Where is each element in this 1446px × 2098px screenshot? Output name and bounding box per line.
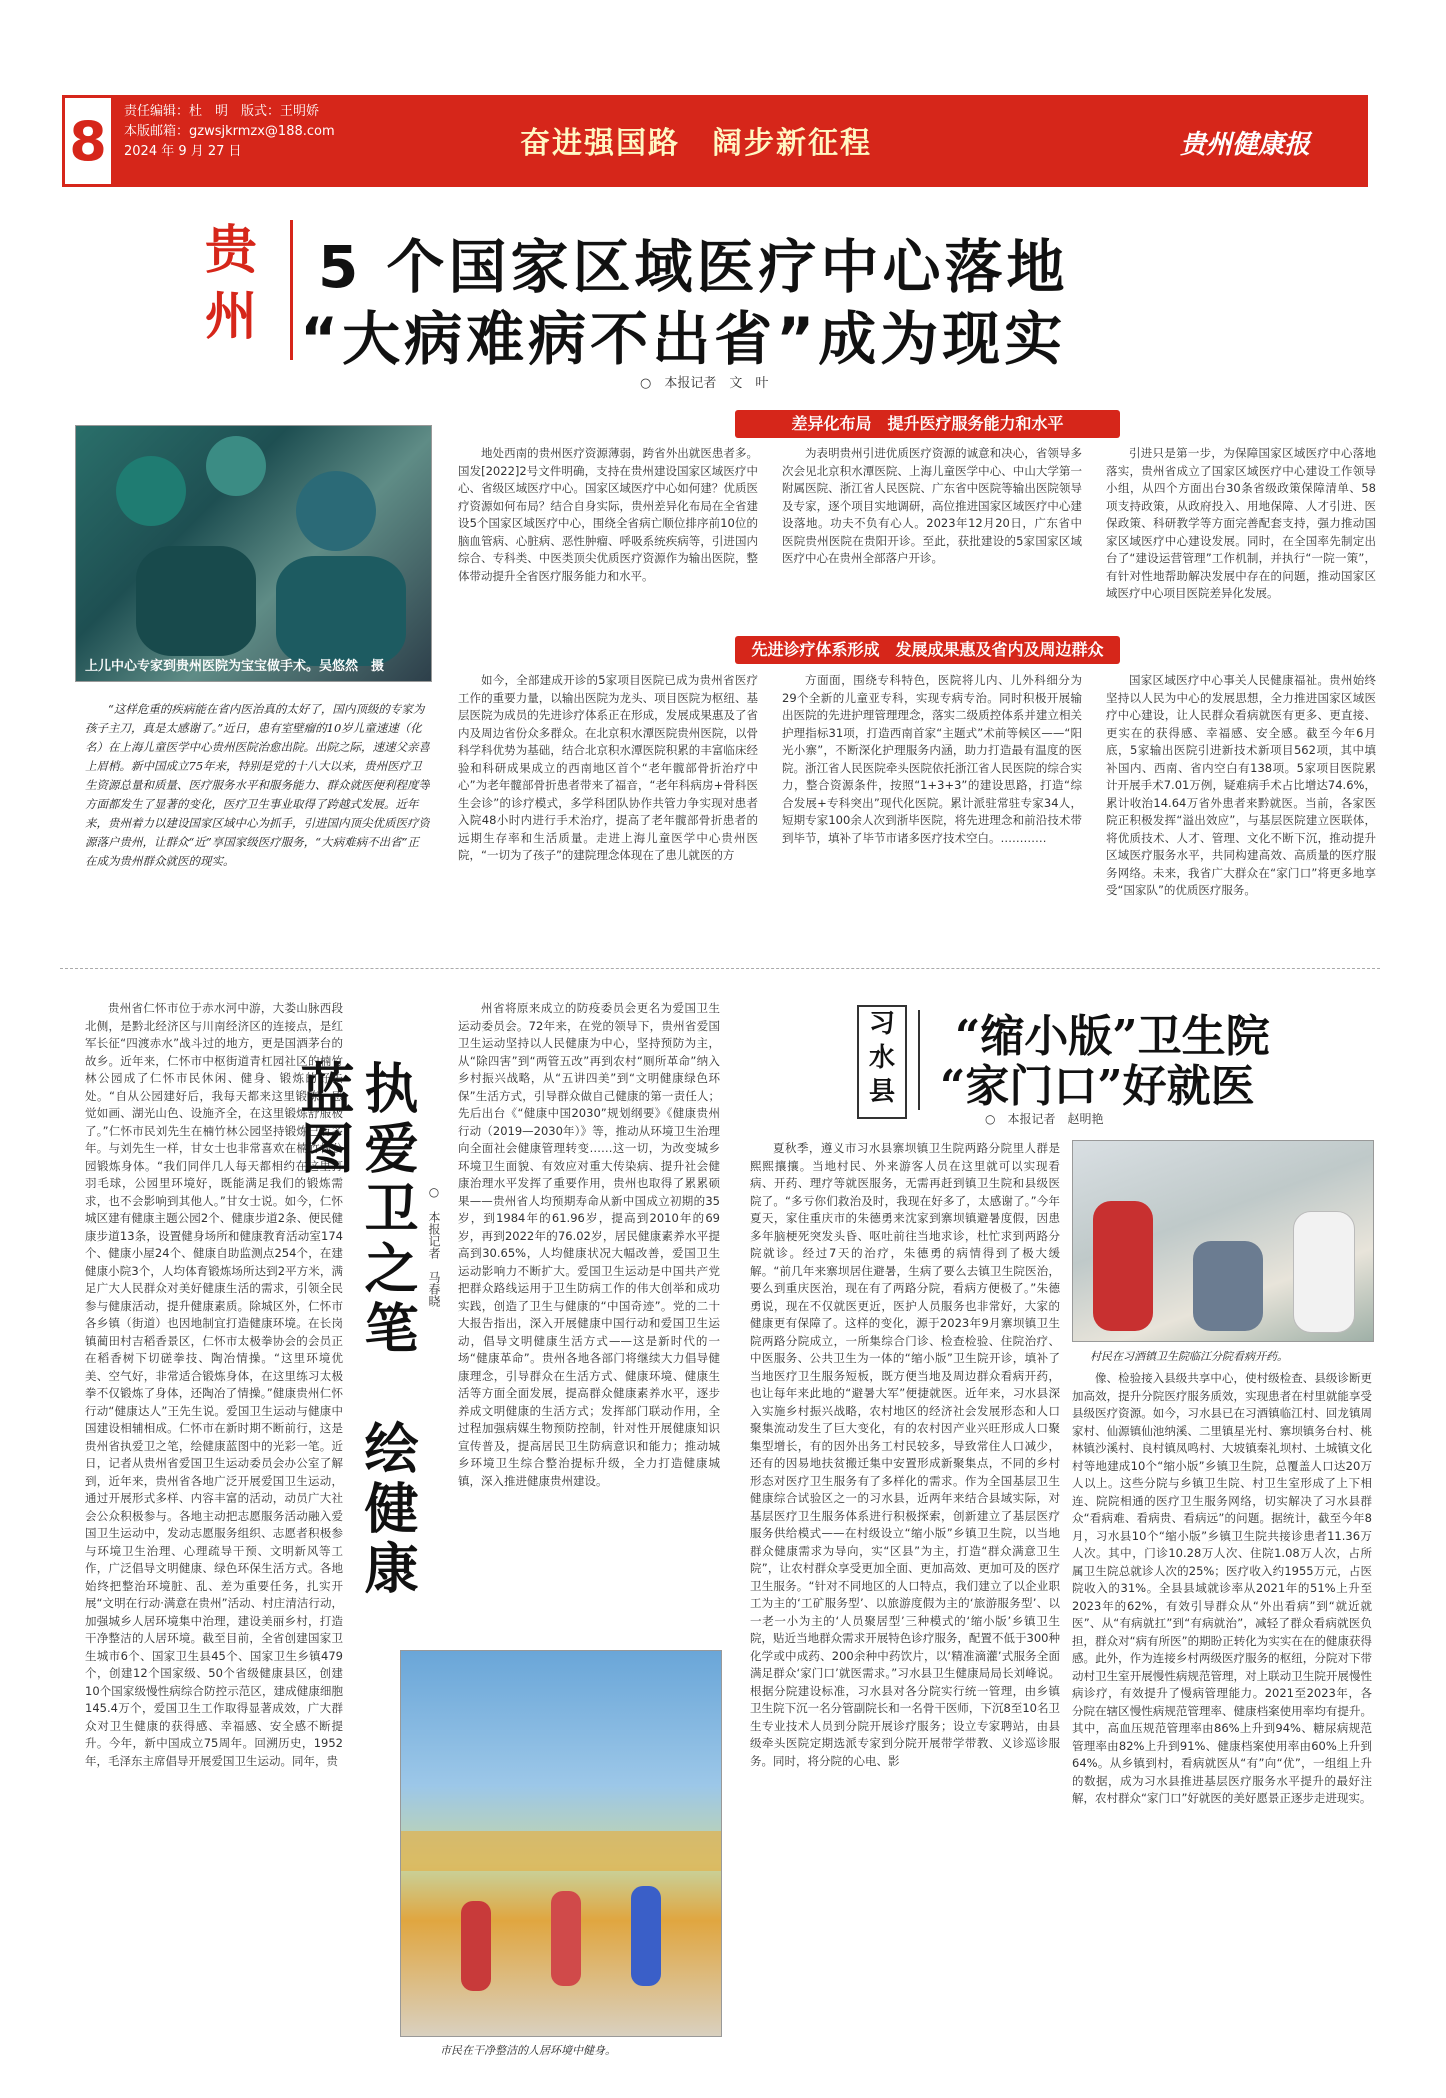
article2-title: 执爱卫之笔 绘健康蓝图 (292, 1060, 420, 1600)
article2-column-b (458, 1000, 720, 1640)
editor-info (124, 102, 335, 162)
article3-title-line2: “家门口”好就医 (940, 1061, 1255, 1112)
article1-column-e-text: 方面面，围绕专科特色，医院将儿内、儿外科细分为29个全新的儿童亚专科，实现专病专治。同时积极开展输出医院的先进护理管理理念，落实二级质控体系并建立相关护理指标31项，打造西南首家“主题式”术前等候区——“阳光小寨”，不断深化护理服务内涵，助力打造最有温度的医院。浙江省人民医院牵头医院依托浙江省人民医院的综合实力，整合资源条件，按照“1+3+3”的建设思路，打造“综合发展+专科突出”现代化医院。累计派驻常驻专家34人，短期专家100余人次到浙毕医院，将先进理念和前沿技术带到毕节，填补了毕节市诸多医疗技术空白。………… (782, 673, 1082, 845)
article3-column-a (750, 1140, 1060, 2090)
article1-column-f (1106, 672, 1376, 957)
article3-region: 习水县 (857, 1005, 907, 1119)
article2-column-b-text: 州省将原来成立的防疫委员会更名为爱国卫生运动委员会。72年来，在党的领导下，贵州省爱国卫生运动坚持以人民健康为中心，坚持预防为主，从“除四害”到“两管五改”再到农村“厕所革命”纳入乡村振兴战略，从“五讲四美”到“文明健康绿色环保”生活方式，引导群众做自己健康的第一责任人；先后出台《“健康中国2030”规划纲要》《健康贵州行动（2019—2030年）》等，推动从环境卫生治理向全面社会健康管理转变……这一切，为改变城乡环境卫生面貌、有效应对重大传染病、提升社会健康治理水平发挥了重要作用，贵州也取得了累累硕果——贵州省人均预期寿命从新中国成立初期的35岁，到1984年的61.96岁，提高到2010年的69岁，再到2022年的76.02岁，居民健康素养水平提高到30.65%，人均健康状况大幅改善，爱国卫生运动影响力不断扩大。爱国卫生运动是中国共产党把群众路线运用于卫生防病工作的伟大创举和成功实践，创造了卫生与健康的“中国奇迹”。党的二十大报告指出，深入开展健康中国行动和爱国卫生运动，倡导文明健康生活方式——这是新时代的一场“健康革命”。贵州各地各部门将继续大力倡导健康理念，引导群众在生活方式、健康环境、健康生活等方面全面发展，提高群众健康素养水平，逐步养成文明健康的生活方式；发挥部门联动作用，全过程加强病媒生物预防控制，针对性开展健康知识宣传普及，提高居民卫生防病意识和能力；推动城乡环境卫生综合整治提标升级，全力打造健康城镇，深入推进健康贵州建设。 (458, 1001, 720, 1488)
article1-column-a (458, 445, 758, 630)
article1-byline: ○ 本报记者 文 叶 (640, 376, 769, 391)
editor-line: 责任编辑：杜 明 版式：王明娇 (124, 104, 320, 119)
article1-title-line2: “大病难病不出省”成为现实 (300, 305, 1067, 373)
article1-title-line1: 5 个国家区域医疗中心落地 (318, 233, 1069, 301)
article3-column-a-text: 夏秋季，遵义市习水县寨坝镇卫生院两路分院里人群是熙熙攘攘。当地村民、外来游客人员在这里就可以实现看病、开药、理疗等就医服务，无需再赶到镇卫生院和县级医院了。“多亏你们救治及时，我现在好多了，太感谢了。”今年夏天，家住重庆市的朱德勇来沈家到寨坝镇避暑度假，因患多年脑梗死突发头昏、呕吐前往当地求诊，杜忙求到两路分院就诊。经过7天的治疗，朱德勇的病情得到了极大缓解。“前几年来寨坝居住避暑，生病了要么去镇卫生院医治，要么到重庆医治，现在有了两路分院，看病方便极了。”朱德勇说，现在不仅就医更近，医护人员服务也非常好，大家的健康更有保障了。这样的变化，源于2023年9月寨坝镇卫生院两路分院成立，一所集综合门诊、检查检验、住院治疗、中医服务、公共卫生为一体的“缩小版”卫生院开诊，填补了当地医疗卫生服务短板，既方便当地及周边群众看病开药，也让每年来此地的“避暑大军”便捷就医。近年来，习水县深入实施乡村振兴战略，农村地区的经济社会发展形态和人口聚集流动发生了巨大变化，有的农村因产业兴旺形成人口聚集型增长，有的因外出务工村民较多，导致常住人口减少，还有的因易地扶贫搬迁集中安置形成新聚集点，不同的乡村形态对医疗卫生服务有了多样化的需求。作为全国基层卫生健康综合试验区之一的习水县，近两年来结合县域实际，对基层医疗卫生服务体系进行积极探索，创新建立了基层医疗服务供给模式——在村级设立“缩小版”乡镇卫生院，以当地群众健康需求为导向，实“区县”为主，打造“群众满意卫生院”，让农村群众享受更加全面、更加高效、更加可及的医疗卫生服务。“针对不同地区的人口特点，我们建立了以企业职工为主的‘工矿服务型’、以旅游度假为主的‘旅游服务型’、以一老一小为主的‘人员聚居型’三种模式的‘缩小版’乡镇卫生院，贴近当地群众需求开展特色诊疗服务，配置不低于300种化学或中成药、200余种中药饮片，以‘精准滴灌’式服务全面满足群众‘家门口’就医需求。”习水县卫生健康局局长刘峰说。根据分院建设标准，习水县对各分院实行统一管理，由乡镇卫生院下沉一名分管副院长和一名骨干医师，下沉8至10名卫生专业技术人员到分院开展诊疗服务；设立专家聘站，由县级牵头医院定期选派专家到分院开展带学带教、义诊巡诊服务。同时，将分院的心电、影 (750, 1141, 1060, 1768)
section-banner-1: 差异化布局 提升医疗服务能力和水平 (735, 410, 1120, 438)
section-banner-2: 先进诊疗体系形成 发展成果惠及省内及周边群众 (735, 636, 1120, 664)
email-line: 本版邮箱：gzwsjkrmzx@188.com (124, 124, 335, 139)
article3-column-b (1072, 1370, 1372, 2090)
article1-column-e (782, 672, 1082, 957)
article1-intro-text: “这样危重的疾病能在省内医治真的太好了，国内顶级的专家为孩子主刀，真是太感谢了。”近日，患有室壁瘤的10岁儿童速速（化名）在上海儿童医学中心贵州医院治愈出院。出院之际，速速父亲喜上眉梢。新中国成立75年来，特别是党的十八大以来，贵州医疗卫生资源总量和质量、医疗服务水平和服务能力、群众就医便利程度等方面都发生了显著的变化，医疗卫生事业取得了跨越式发展。近年来，贵州着力以建设国家区域中心为抓手，引进国内顶尖优质医疗资源落户贵州，让群众“近”享国家级医疗服务，“大病难病不出省”正在成为贵州群众就医的现实。 (85, 702, 430, 868)
article1-column-c (1106, 445, 1376, 630)
article1-column-c-text: 引进只是第一步，为保障国家区域医疗中心落地落实，贵州省成立了国家区域医疗中心建设工作领导小组，从四个方面出台30条省级政策保障清单、58项支持政策，从政府投入、用地保障、人才引进、医保政策、科研教学等方面完善配套支持，强力推动国家区域医疗中心建设发展。同时，在全国率先制定出台了“建设运营管理”工作机制，并执行“一院一策”，有针对性地帮助解决发展中存在的问题，推动国家区域医疗中心项目医院差异化发展。 (1106, 446, 1376, 600)
article1-column-b-text: 为表明贵州引进优质医疗资源的诚意和决心，省领导多次会见北京积水潭医院、上海儿童医学中心、中山大学第一附属医院、浙江省人民医院、广东省中医院等输出医院领导及专家，逐个项目实地调研，高位推进国家区域医疗中心建设落地。功夫不负有心人。2023年12月20日，广东省中医院贵州医院在贵阳开诊。至此，获批建设的5家国家区域医疗中心在贵州全部落户开诊。 (782, 446, 1082, 565)
article2-byline: ○ 本报记者 马春晓 (427, 1185, 441, 1307)
date-line: 2024 年 9 月 27 日 (124, 144, 242, 159)
article3-column-b-text: 像、检验接入县级共享中心，使村级检查、县级诊断更加高效，提升分院医疗服务质效，实现患者在村里就能享受县级医疗资源。如今，习水县已在习酒镇临江村、回龙镇周家村、仙源镇仙池纳溪、二里镇星光村、寨坝镇务台村、桃林镇沙溪村、良村镇凤鸣村、大坡镇秦礼坝村、土城镇文化村等地建成10个“缩小版”乡镇卫生院，总覆盖人口达20万人以上。这些分院与乡镇卫生院、村卫生室形成了上下相连、院院相通的医疗卫生服务网络，切实解决了习水县群众“看病难、看病贵、看病远”的问题。据统计，截至今年8月，习水县10个“缩小版”乡镇卫生院共接诊患者11.36万人次。其中，门诊10.28万人次、住院1.08万人次，占所属卫生院总就诊人次的25%；医疗收入约1955万元，占医院收入的31%。全县县域就诊率从2021年的51%上升至2023年的62%，有效引导群众从“外出看病”到“就近就医”、从“有病就扛”到“有病就治”，减轻了群众看病就医负担，群众对“病有所医”的期盼正转化为实实在在的健康获得感。此外，作为连接乡村两级医疗服务的枢纽，分院对下带动村卫生室开展慢性病规范管理，对上联动卫生院开展慢性病诊疗，有效提升了慢病管理能力。2021至2023年，各分院在辖区慢性病规范管理率、健康档案使用率均有提升。其中，高血压规范管理率由86%上升到94%、糖尿病规范管理率由82%上升到91%、健康档案使用率由60%上升到64%。从乡镇到村，看病就医从“有”向“优”，一组组上升的数据，成为习水县推进基层医疗服务水平提升的最好注解，农村群众“家门口”好就医的美好愿景正逐步走进现实。 (1072, 1371, 1372, 1805)
title-divider (290, 220, 293, 360)
fitness-photo (400, 1650, 722, 2037)
article1-column-b (782, 445, 1082, 630)
article1-column-d (458, 672, 758, 957)
article3-byline: ○ 本报记者 赵明艳 (985, 1112, 1104, 1126)
article3-title-line1: “缩小版”卫生院 (955, 1011, 1270, 1062)
clinic-photo-caption: 村民在习酒镇卫生院临江分院看病开药。 (1090, 1350, 1288, 1363)
article1-intro (85, 700, 430, 950)
article1-column-a-text: 地处西南的贵州医疗资源薄弱，跨省外出就医患者多。国发[2022]2号文件明确，支持在贵州建设国家区域医疗中心、省级区域医疗中心。国家区域医疗中心如何建？优质医疗资源如何布局？结合自身实际，贵州差异化布局在全省建设5个国家区域医疗中心，围绕全省病亡顺位排序前10位的脑血管病、心脏病、恶性肿瘤、呼吸系统疾病等，引进国内综合、专科类、中医类顶尖优质医疗资源作为输出医院，整体带动提升全省医疗服务能力和水平。 (458, 446, 758, 583)
section-divider (60, 968, 1380, 969)
article3-title-divider (918, 1010, 920, 1110)
article1-column-d-text: 如今，全部建成开诊的5家项目医院已成为贵州省医疗工作的重要力量，以输出医院为龙头、项目医院为枢纽、基层医院为成员的先进诊疗体系正在形成，发展成果惠及了省内及周边省份众多群众。在北京积水潭医院贵州医院，以骨科学科优势为基础，结合北京积水潭医院积累的丰富临床经验和科研成果成立的西南地区首个“老年髋部骨折治疗中心”为老年髋部骨折患者带来了福音，“老年科病房+骨科医生会诊”的诊疗模式，多学科团队协作共管力争实现对患者入院48小时内进行手术治疗，提高了老年髋部骨折患者的远期生存率和生活质量。走进上海儿童医学中心贵州医院，“一切为了孩子”的建院理念体现在了患儿就医的方 (458, 673, 758, 862)
fitness-photo-caption: 市民在干净整洁的人居环境中健身。 (440, 2044, 616, 2057)
newspaper-logo: 贵州健康报 (1180, 130, 1311, 160)
article2-column-a-text: 贵州省仁怀市位于赤水河中游，大娄山脉西段北侧，是黔北经济区与川南经济区的连接点，是红军长征“四渡赤水”战斗过的地方，更是国酒茅台的故乡。近年来，仁怀市中枢街道青杠园社区的楠竹林公园成了仁怀市民休闲、健身、锻炼的好去处。“自从公园建好后，我每天都来这里锻炼，感觉如画、湖光山色、设施齐全，在这里锻炼舒服极了。”仁怀市民刘先生在楠竹林公园坚持锻炼已有多年。与刘先生一样，甘女士也非常喜欢在楠竹林公园锻炼身体。“我们同伴几人每天都相约在这里打羽毛球，公园里环境好，既能满足我们的锻炼需求，也不会影响到其他人。”甘女士说。如今，仁怀城区建有健康主题公园2个、健康步道2条、便民健康步道13条，设置健身场所和健康教育活动室174个、健康小屋24个、健康自助监测点254个，在建健康小院3个，人均体育锻炼场所达到2平方米，满足广大人民群众对美好健康生活的需求，引领全民参与健康活动，提升健康素质。除城区外，仁怀市各乡镇（街道）也因地制宜打造健康环境。在长岗镇蔺田村吉稻香景区，仁怀市太极拳协会的会员正在稻香树下切磋拳技、陶冶情操。“这里环境优美、空气好，非常适合锻炼身体，在这里练习太极拳不仅锻炼了身体，还陶冶了情操。”健康贵州仁怀行动“健康达人”王先生说。爱国卫生运动与健康中国建设相辅相成。仁怀市在新时期不断前行，这是贵州省执爱卫之笔，绘健康蓝图中的光彩一笔。近日，记者从贵州省爱国卫生运动委员会办公室了解到，近年来，贵州省各地广泛开展爱国卫生运动，通过开展形式多样、内容丰富的活动，动员广大社会公众积极参与。各地主动把志愿服务活动融入爱国卫生运动中，发动志愿服务组织、志愿者积极参与环境卫生治理、心理疏导干预、文明新风等工作，广泛倡导文明健康、绿色环保生活方式。各地始终把整治环境脏、乱、差为重要任务，扎实开展“文明在行动·满意在贵州”活动、村庄清洁行动，加强城乡人居环境集中治理，建设美丽乡村，打造干净整洁的人居环境。截至目前，全省创建国家卫生城市6个、国家卫生县45个、国家卫生乡镇479个，创建12个国家级、50个省级健康县区，创建10个国家级慢性病综合防控示范区，建成健康细胞145.4万个，爱国卫生工作取得显著成效，广大群众对卫生健康的获得感、幸福感、安全感不断提升。今年，新中国成立75周年。回溯历史，1952年，毛泽东主席倡导开展爱国卫生运动。同年，贵 (85, 1001, 343, 1768)
clinic-photo (1072, 1140, 1374, 1342)
surgery-photo-caption: 上儿中心专家到贵州医院为宝宝做手术。吴悠然 摄 (85, 659, 385, 674)
section-slogan: 奋进强国路 阔步新征程 (520, 126, 872, 161)
article1-column-f-text: 国家区域医疗中心事关人民健康福祉。贵州始终坚持以人民为中心的发展思想，全力推进国家区域医疗中心建设，让人民群众看病就医有更多、更直接、更实在的获得感、幸福感、安全感。截至今年6月底，5家输出医院引进新技术新项目562项，其中填补国内、西南、省内空白有138项。5家项目医院累计开展手术7.01万例，疑难病手术占比增达74.6%，累计收治14.64万省外患者来黔就医。当前，各家医院正积极发挥“溢出效应”，与基层医院建立医联体，将优质技术、人才、管理、文化不断下沉，推动提升区域医疗服务水平，共同构建高效、高质量的医疗服务网络。未来，我省广大群众在“家门口”将更多地享受“国家队”的优质医疗服务。 (1106, 673, 1376, 897)
surgery-photo (75, 425, 432, 682)
page-number: 8 (62, 95, 114, 187)
article1-region: 贵州 (205, 220, 258, 347)
